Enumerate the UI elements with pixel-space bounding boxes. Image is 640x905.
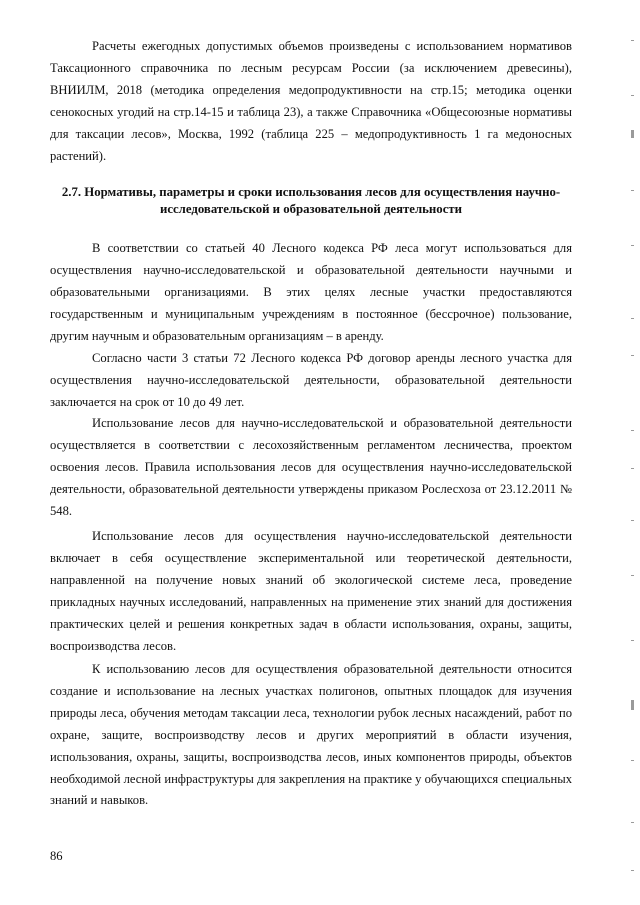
scan-mark [631, 575, 634, 576]
scan-margin-marks [620, 0, 640, 905]
paragraph-lease-term: Согласно части 3 статьи 72 Лесного кодекса РФ договор аренды лесного участка для осуществления научно-исследовательской деятельности, образовательной деятельности заключается на срок от 10 до 49 лет. [50, 351, 572, 409]
scan-mark [631, 430, 634, 431]
scan-mark [631, 760, 634, 761]
scan-mark [631, 822, 634, 823]
section-heading: 2.7. Нормативы, параметры и сроки использования лесов для осуществления научно-исследовательской и образовательной деятельности [61, 185, 561, 216]
scan-mark [631, 870, 634, 871]
paragraph-research-activity: Использование лесов для осуществления научно-исследовательской деятельности включает в себя осуществление экспериментальной или теоретической деятельности, направленной на получение новых знаний об экологической системе леса, проведение прикладных научных исследований, направленных на применение этих знаний для достижения практических целей и решения конкретных задач в области использования, охраны, защиты, воспроизводства лесов. [50, 529, 572, 653]
scan-mark [631, 468, 634, 469]
scan-mark [631, 130, 634, 138]
scan-mark [631, 640, 634, 641]
paragraph-educational-activity: К использованию лесов для осуществления образовательной деятельности относится создание и использование на лесных участках полигонов, опытных площадок для изучения природы леса, обучения методам таксации леса, технологии рубок лесных насаждений, работ по охране, защите, воспроизводству лесов и других мероприятий в области изучения, использования, охраны, защиты, воспроизводства лесов, иных компонентов природы, объектов необходимой лесной инфраструктуры для закрепления на практике у обучающихся специальных знаний и навыков. [50, 662, 572, 808]
scan-mark [631, 318, 634, 319]
scan-mark [631, 40, 634, 41]
scan-mark [631, 355, 634, 356]
paragraph-calculation-sources: Расчеты ежегодных допустимых объемов произведены с использованием нормативов Таксационного справочника по лесным ресурсам России (за исключением древесины), ВНИИЛМ, 2018 (методика определения медопродуктивности на стр.15; методика оценки сенокосных угодий на стр.14-15 и таблица 23), а также Справочника «Общесоюзные нормативы для таксации лесов», Москва, 1992 (таблица 225 – медопродуктивность 1 га медоносных растений). [50, 39, 572, 163]
scan-mark [631, 245, 634, 246]
scan-mark [631, 700, 634, 710]
scan-mark [631, 95, 634, 96]
scan-mark [631, 190, 634, 191]
paragraph-article-40: В соответствии со статьей 40 Лесного кодекса РФ леса могут использоваться для осуществления научно-исследовательской и образовательной деятельности научными и образовательными организациями. В этих целях лесные участки предоставляются государственным и муниципальным учреждениям в постоянное (бессрочное) пользование, другим научным и образовательным организациям – в аренду. [50, 241, 572, 343]
scan-mark [631, 520, 634, 521]
paragraph-usage-rules: Использование лесов для научно-исследовательской и образовательной деятельности осуществляется в соответствии с лесохозяйственным регламентом лесничества, проектом освоения лесов. Правила использования лесов для осуществления научно-исследовательской деятельности, образовательной деятельности утверждены приказом Рослесхоза от 23.12.2011 № 548. [50, 416, 572, 518]
page-number: 86 [50, 849, 63, 863]
